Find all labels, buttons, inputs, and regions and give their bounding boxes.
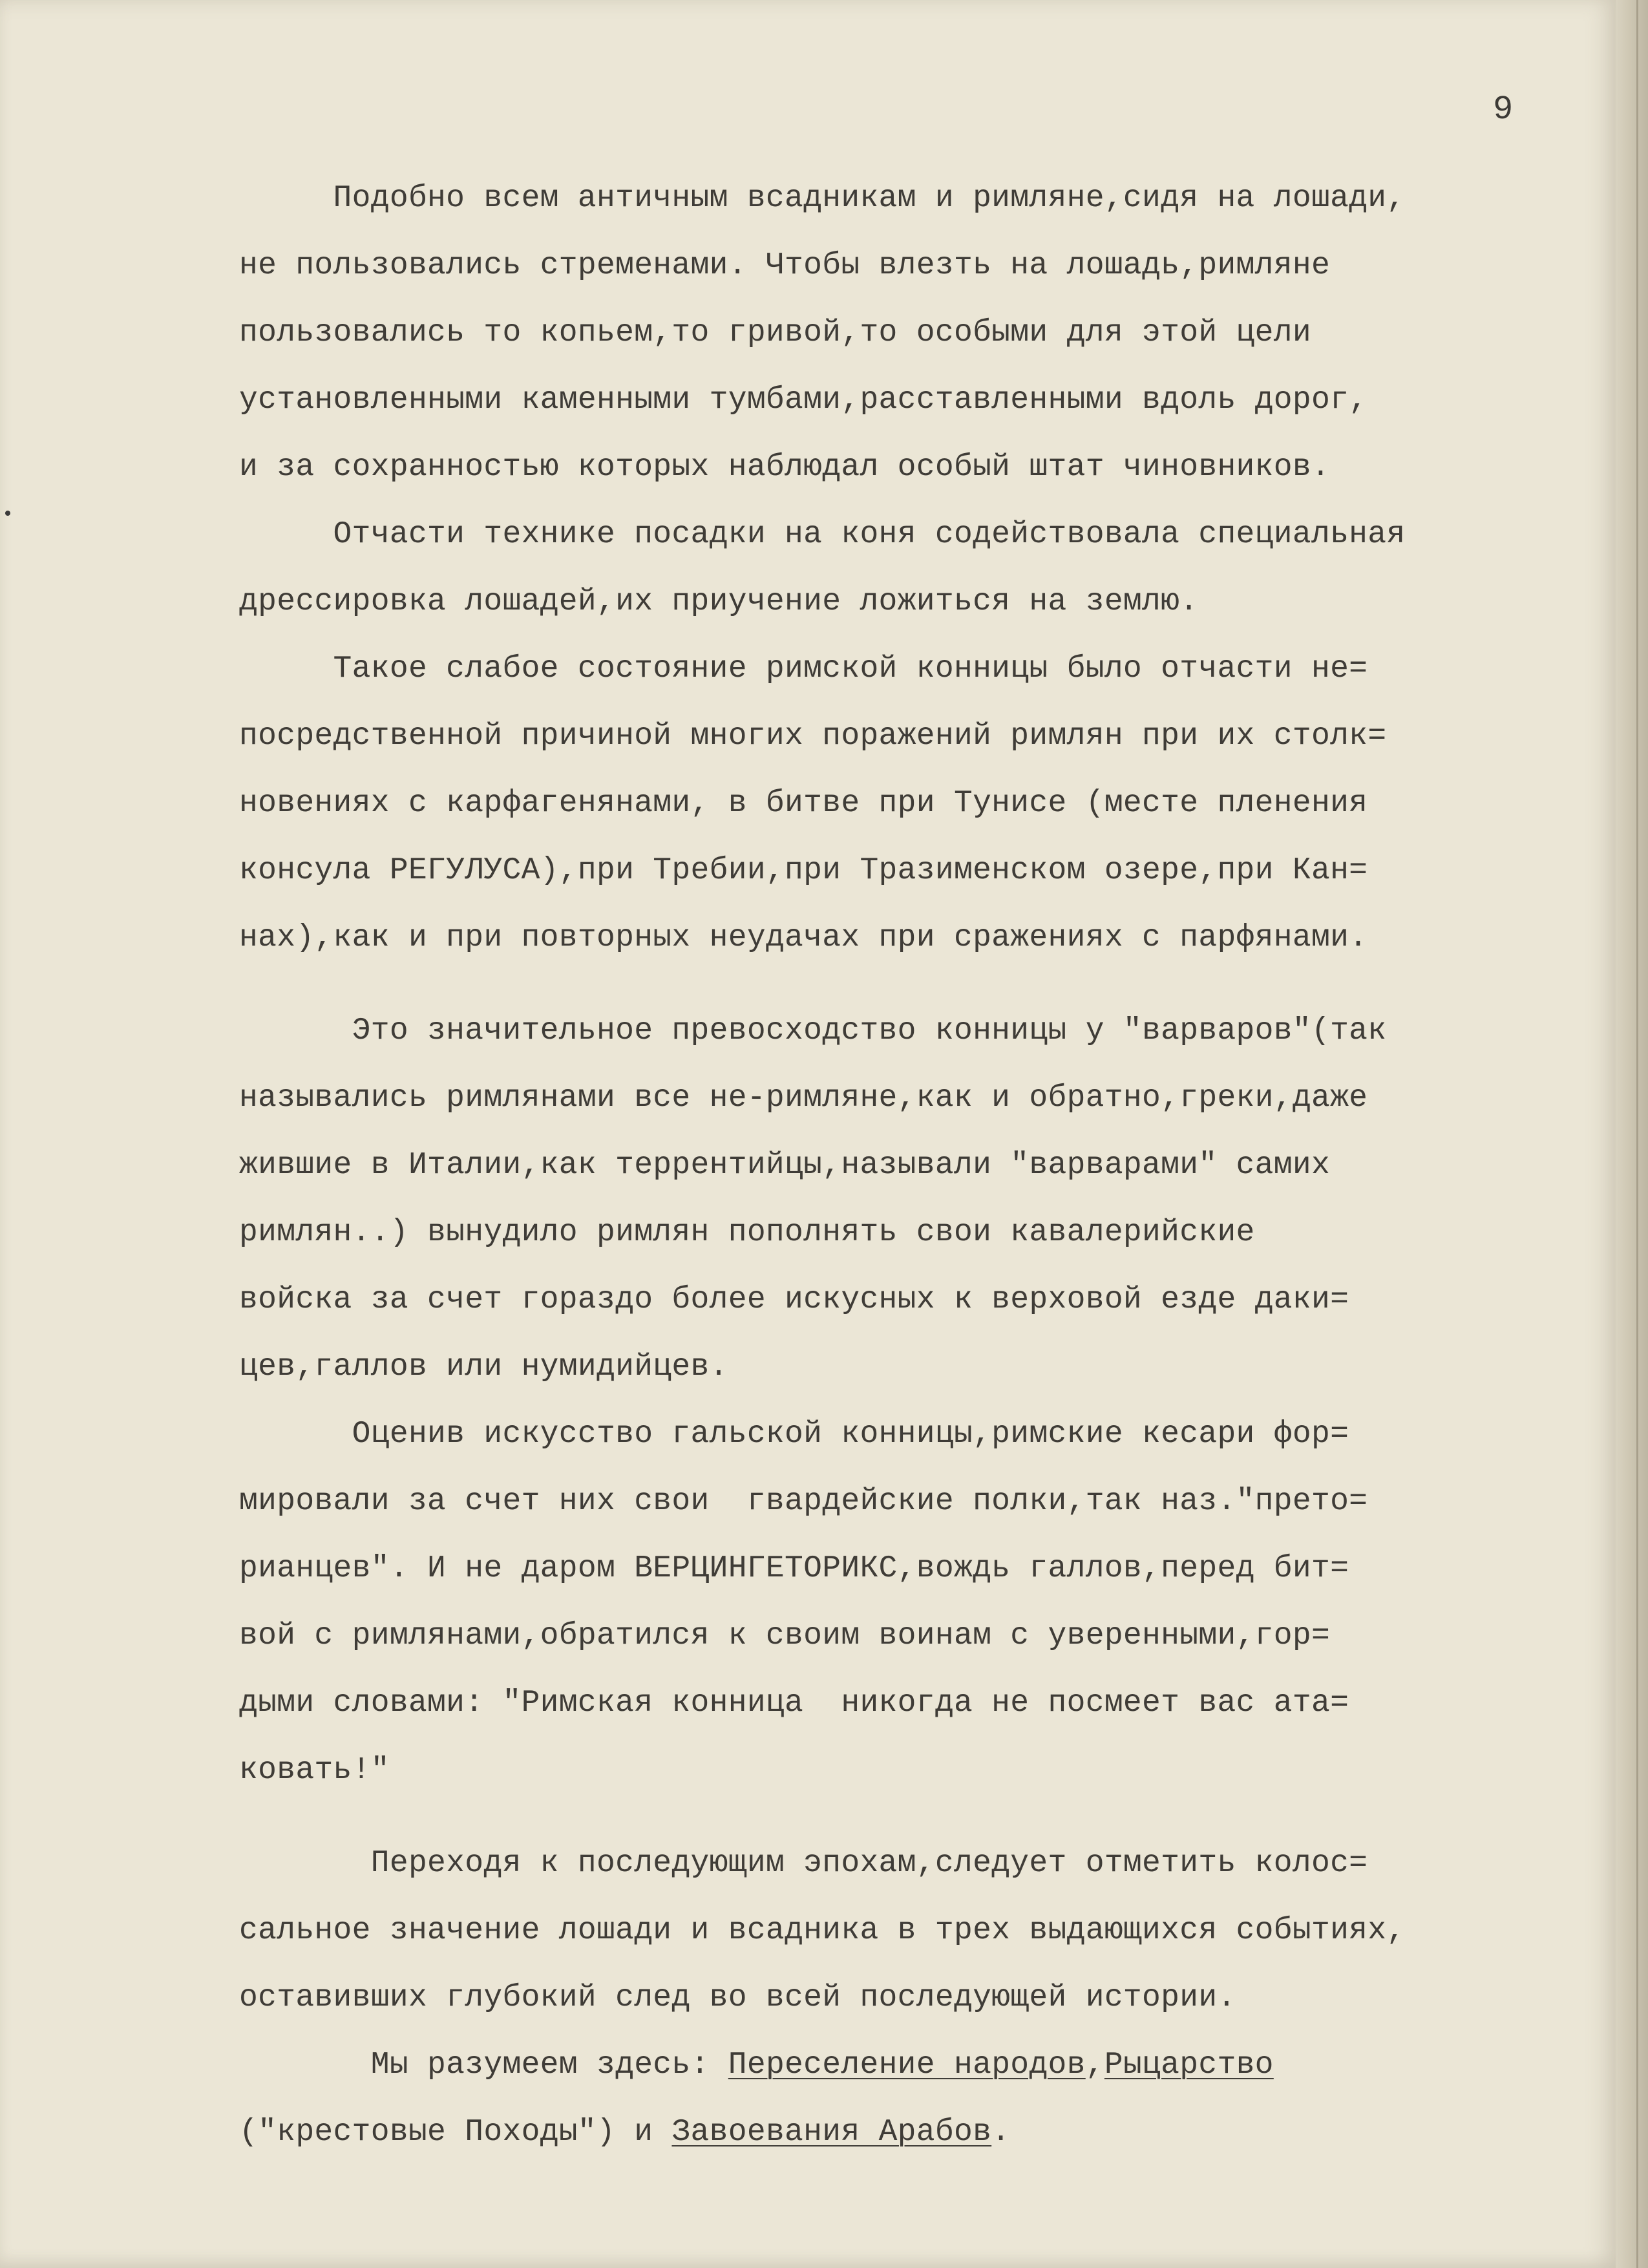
text-line: консула РЕГУЛУСА),при Требии,при Тразименском озере,при Кан= bbox=[239, 853, 1368, 888]
text-line: сальное значение лошади и всадника в трех выдающихся событиях, bbox=[239, 1913, 1406, 1948]
text-line bbox=[239, 2099, 1603, 2166]
event-knighthood: Рыцарство bbox=[1104, 2048, 1274, 2083]
final-line2-prefix: ("крестовые Походы") и bbox=[239, 2115, 672, 2150]
text-line: установленными каменными тумбами,расставленными вдоль дорог, bbox=[239, 383, 1368, 418]
paragraph-gap bbox=[239, 1804, 1603, 1830]
text-line: войска за счет гораздо более искусных к верховой езде даки= bbox=[239, 1282, 1349, 1317]
text-line: Такое слабое состояние римской конницы было отчасти не= bbox=[239, 652, 1368, 686]
page-number: 9 bbox=[1493, 90, 1514, 129]
paragraph-7 bbox=[239, 2031, 1603, 2166]
typed-text bbox=[239, 165, 1603, 2166]
page-edge-line bbox=[1636, 0, 1638, 2268]
paragraph-5 bbox=[239, 1401, 1603, 1804]
text-line: жившие в Италии,как террентийцы,называли "варварами" самих bbox=[239, 1148, 1331, 1183]
text-line: рианцев". И не даром ВЕРЦИНГЕТОРИКС,вождь галлов,перед бит= bbox=[239, 1551, 1349, 1586]
text-line: новениях с карфагенянами, в битве при Тунисе (месте пленения bbox=[239, 786, 1368, 821]
paragraph-2 bbox=[239, 501, 1603, 635]
text-line: дрессировка лошадей,их приучение ложиться на землю. bbox=[239, 584, 1199, 619]
text-line: оставивших глубокий след во всей последующей истории. bbox=[239, 1980, 1236, 2015]
text-line: Это значительное превосходство конницы у "варваров"(так bbox=[239, 1013, 1387, 1048]
text-line: и за сохранностью которых наблюдал особый штат чиновников. bbox=[239, 450, 1331, 485]
paragraph-1 bbox=[239, 165, 1603, 501]
text-line: не пользовались стременами. Чтобы влезть на лошадь,римляне bbox=[239, 248, 1331, 283]
final-separator: , bbox=[1085, 2048, 1104, 2083]
text-line: Подобно всем античным всадникам и римляне,сидя на лошади, bbox=[239, 181, 1406, 216]
text-line: вой с римлянами,обратился к своим воинам с уверенными,гор= bbox=[239, 1618, 1331, 1653]
paragraph-3 bbox=[239, 635, 1603, 971]
page-edge bbox=[1616, 0, 1648, 2268]
text-line: ковать!" bbox=[239, 1753, 390, 1788]
text-line bbox=[239, 2031, 1603, 2099]
text-line: Оценив искусство гальской конницы,римские кесари фор= bbox=[239, 1417, 1349, 1452]
event-migration: Переселение народов bbox=[728, 2048, 1086, 2083]
text-line: нах),как и при повторных неудачах при сражениях с парфянами. bbox=[239, 920, 1368, 955]
final-prefix: Мы разумеем здесь: bbox=[239, 2048, 728, 2083]
text-line: римлян..) вынудило римлян пополнять свои кавалерийские bbox=[239, 1215, 1255, 1250]
paragraph-4 bbox=[239, 997, 1603, 1401]
event-arab-conquests: Завоевания Арабов bbox=[671, 2115, 992, 2150]
text-line: посредственной причиной многих поражений римлян при их столк= bbox=[239, 719, 1387, 754]
text-line: мировали за счет них свои гвардейские полки,так наз."прето= bbox=[239, 1484, 1368, 1519]
text-line: назывались римлянами все не-римляне,как и обратно,греки,даже bbox=[239, 1081, 1368, 1116]
text-line: цев,галлов или нумидийцев. bbox=[239, 1350, 728, 1384]
text-line: дыми словами: "Римская конница никогда не посмеет вас ата= bbox=[239, 1686, 1349, 1721]
text-line: Отчасти технике посадки на коня содействовала специальная bbox=[239, 517, 1406, 552]
paragraph-6 bbox=[239, 1830, 1603, 2031]
text-line: Переходя к последующим эпохам,следует отметить колос= bbox=[239, 1846, 1368, 1881]
ink-speck bbox=[5, 511, 10, 516]
paragraph-gap bbox=[239, 971, 1603, 997]
final-end: . bbox=[991, 2115, 1011, 2150]
text-line: пользовались то копьем,то гривой,то особыми для этой цели bbox=[239, 315, 1311, 350]
